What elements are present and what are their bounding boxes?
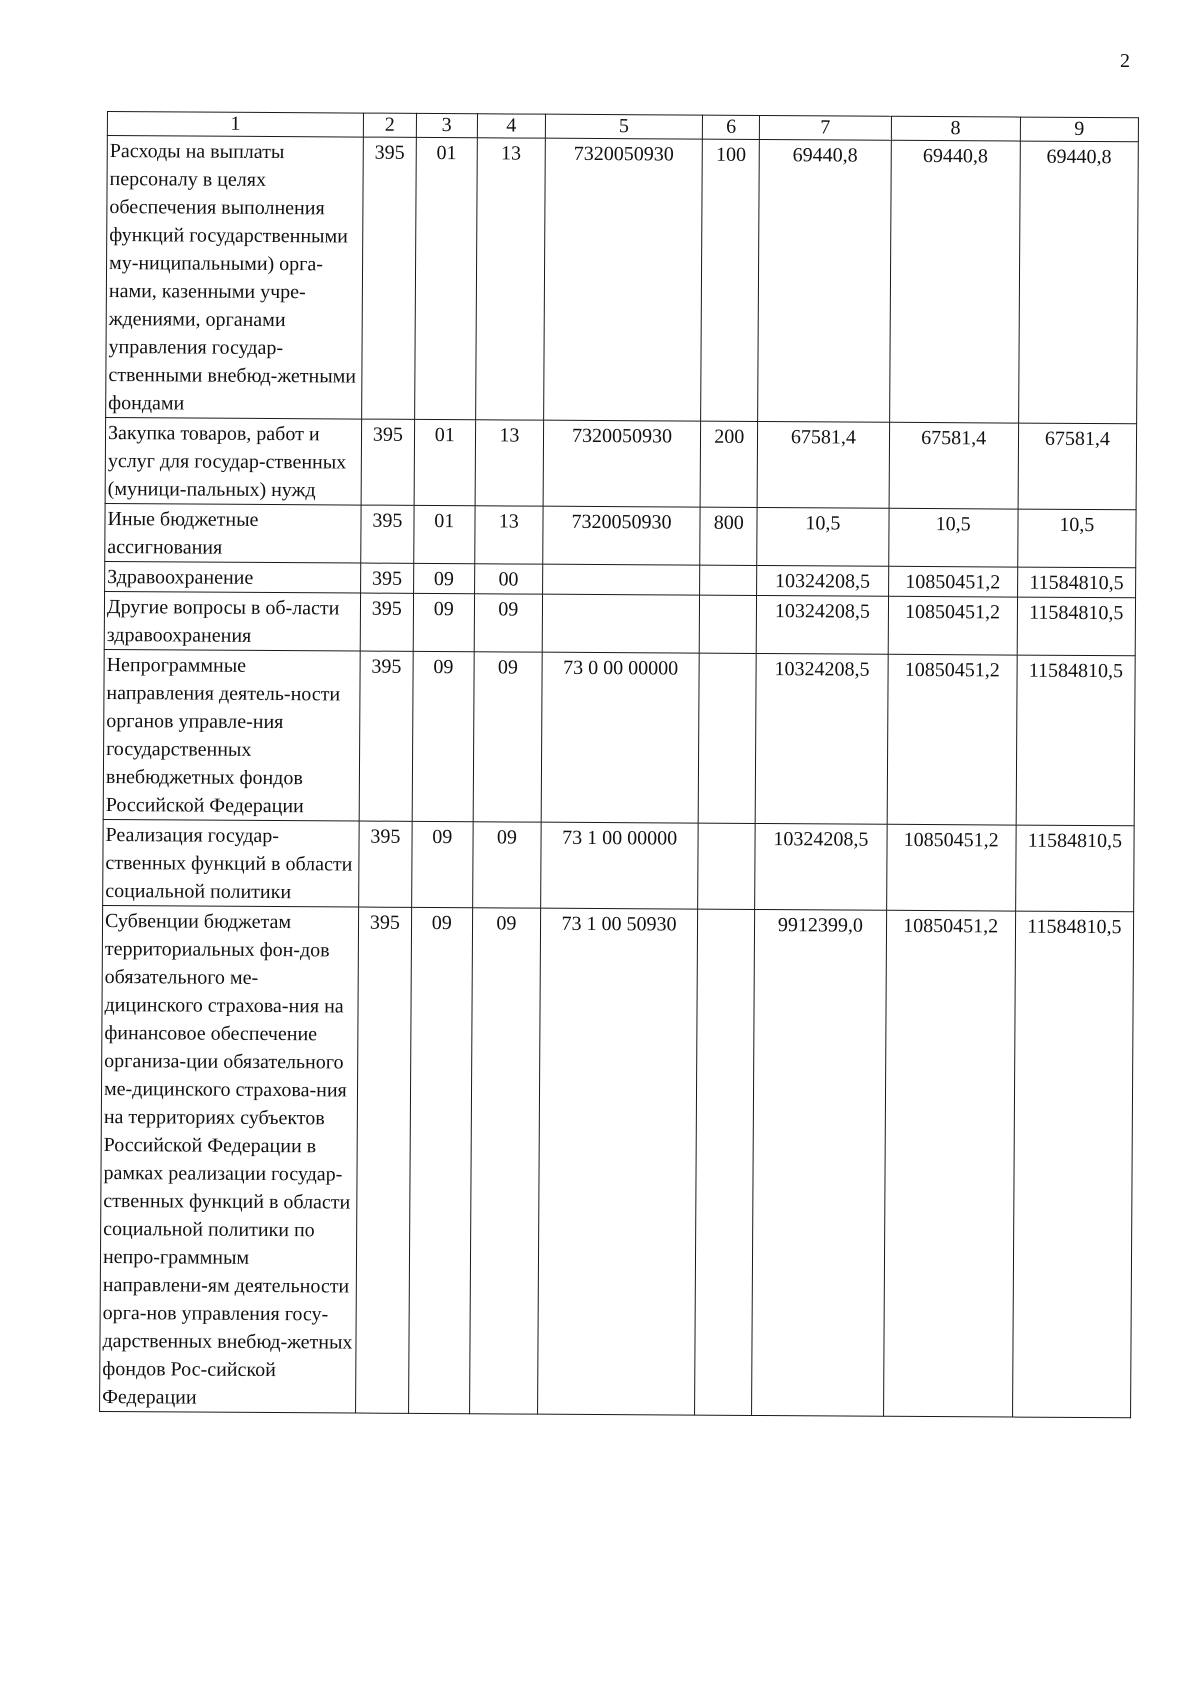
amount-col-9: 11584810,5	[1015, 825, 1134, 912]
amount-col-8: 10850451,2	[886, 824, 1016, 911]
column-number: 2	[363, 113, 416, 137]
section-code: 09	[413, 563, 474, 593]
expense-name: Закупка товаров, работ и услуг для государ-ственных (муници-пальных) нужд	[105, 417, 362, 505]
amount-col-9: 11584810,5	[1017, 597, 1136, 656]
ministry-code: 395	[361, 419, 414, 505]
expense-name: Субвенции бюджетам территориальных фон-дов обязательного ме-дицинского страхова-ния на финансовое обеспечение организа-ции обязательного ме-дицинского страхова-ния на территориях субъектов Российской Федерации в рамках реализации государ-ственных функций в области социальной политики по непро-граммным направлени-ям деятельности орга-нов управления госу-дарственных внебюд-жетных фондов Рос-сийской Федерации	[100, 905, 359, 1413]
table-row	[105, 417, 1137, 509]
target-item-code: 73 0 00 00000	[541, 652, 700, 823]
amount-col-7: 10324208,5	[755, 823, 887, 910]
column-number: 8	[891, 116, 1020, 141]
ministry-code: 395	[359, 651, 413, 821]
amount-col-9: 67581,4	[1018, 423, 1137, 510]
amount-col-9: 11584810,5	[1012, 911, 1133, 1418]
target-item-code	[542, 564, 700, 595]
amount-col-7: 10324208,5	[755, 653, 887, 824]
section-code: 09	[413, 593, 475, 651]
target-item-code: 7320050930	[542, 506, 700, 565]
amount-col-9: 11584810,5	[1017, 567, 1135, 598]
page-number: 2	[1120, 50, 1130, 72]
ministry-code: 395	[360, 593, 413, 651]
subsection-code: 00	[474, 564, 542, 594]
section-code: 09	[411, 821, 473, 907]
amount-col-9: 10,5	[1017, 509, 1136, 568]
column-number: 9	[1020, 117, 1138, 142]
budget-table	[99, 111, 1139, 1418]
expense-name: Расходы на выплаты персоналу в целях обеспечения выполнения функций государственными му-ниципальными) орга-нами, казенными учре-ждениями, органами управления государ-ственными внебюд-жетными фондами	[106, 136, 364, 420]
subsection-code: 09	[473, 652, 542, 822]
section-code: 01	[414, 419, 476, 505]
subsection-code: 13	[476, 138, 546, 420]
column-number: 3	[416, 113, 477, 137]
table-row	[106, 136, 1139, 424]
expense-type-code	[700, 565, 757, 595]
expense-name: Иные бюджетные ассигнования	[105, 503, 361, 563]
table-row	[104, 591, 1135, 655]
section-code: 09	[412, 651, 474, 821]
amount-col-8: 10850451,2	[888, 596, 1017, 655]
target-item-code: 7320050930	[543, 420, 701, 507]
expense-type-code: 800	[700, 507, 757, 565]
subsection-code: 09	[474, 594, 542, 652]
subsection-code: 13	[475, 506, 543, 564]
subsection-code: 09	[469, 908, 540, 1414]
ministry-code: 395	[362, 137, 416, 419]
amount-col-7: 10,5	[757, 507, 889, 566]
table-row	[105, 503, 1136, 567]
expense-name: Непрограммные направления деятель-ности органов управле-ния государственных внебюджетных фондов Российской Федерации	[103, 649, 360, 821]
amount-col-8: 10850451,2	[883, 910, 1015, 1417]
expense-type-code: 200	[700, 421, 757, 507]
subsection-code: 13	[475, 420, 543, 506]
table-row	[100, 905, 1134, 1417]
section-code: 01	[414, 137, 477, 419]
ministry-code: 395	[356, 907, 412, 1413]
amount-col-9: 69440,8	[1018, 141, 1138, 424]
section-code: 01	[413, 505, 475, 563]
target-item-code: 73 1 00 50930	[537, 908, 698, 1415]
section-code: 09	[408, 907, 472, 1413]
amount-col-8: 10,5	[888, 508, 1017, 567]
column-number: 7	[760, 115, 891, 140]
table-row	[103, 649, 1135, 825]
amount-col-8: 10850451,2	[888, 566, 1017, 597]
expense-type-code	[695, 909, 755, 1415]
expense-type-code	[699, 653, 757, 823]
amount-col-8: 67581,4	[889, 422, 1019, 509]
table-row	[103, 819, 1135, 911]
expense-type-code	[700, 595, 757, 653]
ministry-code: 395	[361, 563, 414, 593]
amount-col-9: 11584810,5	[1016, 655, 1135, 826]
amount-col-7: 67581,4	[757, 421, 889, 508]
column-number: 6	[703, 115, 760, 139]
ministry-code: 395	[359, 821, 412, 907]
amount-col-7: 10324208,5	[756, 595, 888, 654]
target-item-code: 73 1 00 00000	[540, 822, 698, 909]
subsection-code: 09	[473, 822, 541, 908]
column-number: 5	[545, 114, 703, 139]
column-number: 4	[477, 114, 545, 138]
amount-col-7: 69440,8	[758, 139, 891, 422]
amount-col-7: 9912399,0	[752, 909, 886, 1416]
expense-name: Другие вопросы в об-ласти здравоохранения	[104, 591, 360, 651]
amount-col-8: 69440,8	[889, 140, 1020, 423]
target-item-code: 7320050930	[543, 138, 702, 421]
expense-name: Здравоохранение	[105, 561, 361, 593]
target-item-code	[542, 594, 700, 653]
expense-type-code	[698, 823, 755, 909]
expense-type-code: 100	[701, 139, 760, 421]
ministry-code: 395	[361, 505, 414, 563]
amount-col-8: 10850451,2	[887, 654, 1017, 825]
expense-name: Реализация государ-ственных функций в области социальной политики	[103, 819, 360, 907]
column-number: 1	[107, 112, 363, 138]
amount-col-7: 10324208,5	[757, 565, 889, 596]
